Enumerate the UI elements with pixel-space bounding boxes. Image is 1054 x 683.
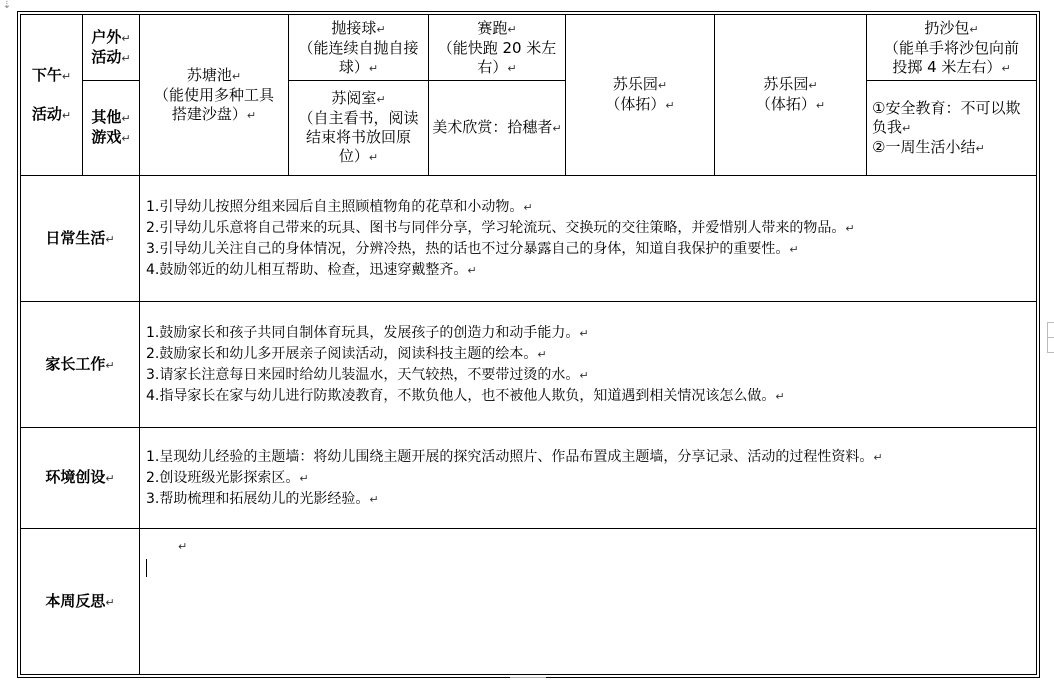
list-item: 3.请家长注意每日来园时给幼儿装温水，天气较热，不要带过烫的水。↵	[146, 366, 589, 383]
daily-life-content[interactable]	[140, 176, 1037, 302]
sandbag-throw-cell: 扔沙包↵ （能单手将沙包向前 投掷 4 米左右）↵	[867, 15, 1037, 81]
list-item: 4.指导家长在家与幼儿进行防欺凌教育，不欺负他人，也不被他人欺负，知道遇到相关情况该怎么做。↵	[146, 387, 785, 404]
list-item: 1.鼓励家长和孩子共同自制体育玩具，发展孩子的创造力和动手能力。↵	[146, 324, 589, 341]
list-item: 3.帮助梳理和拓展幼儿的光影经验。↵	[146, 490, 379, 507]
weekly-plan-table	[20, 14, 1037, 675]
afternoon-activity-header: 下午↵ 活动↵	[21, 15, 83, 176]
outdoor-activity-label: 户外↵ 活动↵	[83, 15, 140, 81]
list-item: 1.引导幼儿按照分组来园后自主照顾植物角的花草和小动物。↵	[146, 198, 533, 215]
list-item: 4.鼓励邻近的幼儿相互帮助、检查，迅速穿戴整齐。↵	[146, 261, 477, 278]
reflection-content[interactable]	[140, 529, 1037, 675]
other-games-label: 其他↵ 游戏↵	[83, 81, 140, 176]
ball-catch-cell: 抛接球↵ （能连续自抛自接 球）↵	[289, 15, 429, 81]
environment-content[interactable]	[140, 428, 1037, 529]
reading-room-cell: 苏阅室↵ （自主看书，阅读 结束将书放回原 位）↵	[289, 81, 429, 176]
list-item: 1.呈现幼儿经验的主题墙：将幼儿围绕主题开展的探究活动照片、作品布置成主题墙，分享记录、活动的过程性资料。↵	[146, 448, 883, 465]
paragraph-mark: ↵	[178, 540, 188, 553]
list-item: 3.引导幼儿关注自己的身体情况，分辨冷热，热的话也不过分暴露自己的身体，知道自我保护的重要性。↵	[146, 240, 799, 257]
park-expansion-cell-1: 苏乐园↵ （体拓）↵	[566, 15, 715, 176]
text-cursor	[146, 559, 147, 577]
safety-summary-cell: ①安全教育：不可以欺 负我↵ ②一周生活小结↵	[867, 81, 1037, 176]
park-expansion-cell-2: 苏乐园↵ （体拓）↵	[715, 15, 867, 176]
list-item: 2.创设班级光影探索区。↵	[146, 469, 309, 486]
daily-life-label: 日常生活↵	[21, 176, 140, 302]
side-scroll-button-up[interactable]	[1047, 322, 1054, 338]
race-cell: 赛跑↵ （能快跑 20 米左 右）↵	[429, 15, 566, 81]
parent-work-content[interactable]	[140, 302, 1037, 428]
side-scroll-button-down[interactable]	[1047, 337, 1054, 353]
bottom-ruler-tick	[510, 677, 546, 683]
list-item: 2.鼓励家长和幼儿多开展亲子阅读活动，阅读科技主题的绘本。↵	[146, 345, 547, 362]
environment-label: 环境创设↵	[21, 428, 140, 529]
list-item: 2.引导幼儿乐意将自己带来的玩具、图书与同伴分享，学习轮流玩、交换玩的交往策略，并爱惜别人带来的物品。↵	[146, 219, 855, 236]
anchor-marker: ⇣	[2, 0, 12, 11]
reflection-label: 本周反思↵	[21, 529, 140, 675]
art-appreciation-cell: 美术欣赏：拾穗者↵	[429, 81, 566, 176]
parent-work-label: 家长工作↵	[21, 302, 140, 428]
sand-pool-cell: 苏塘池↵ （能使用多种工具 搭建沙盘）↵	[140, 15, 289, 176]
